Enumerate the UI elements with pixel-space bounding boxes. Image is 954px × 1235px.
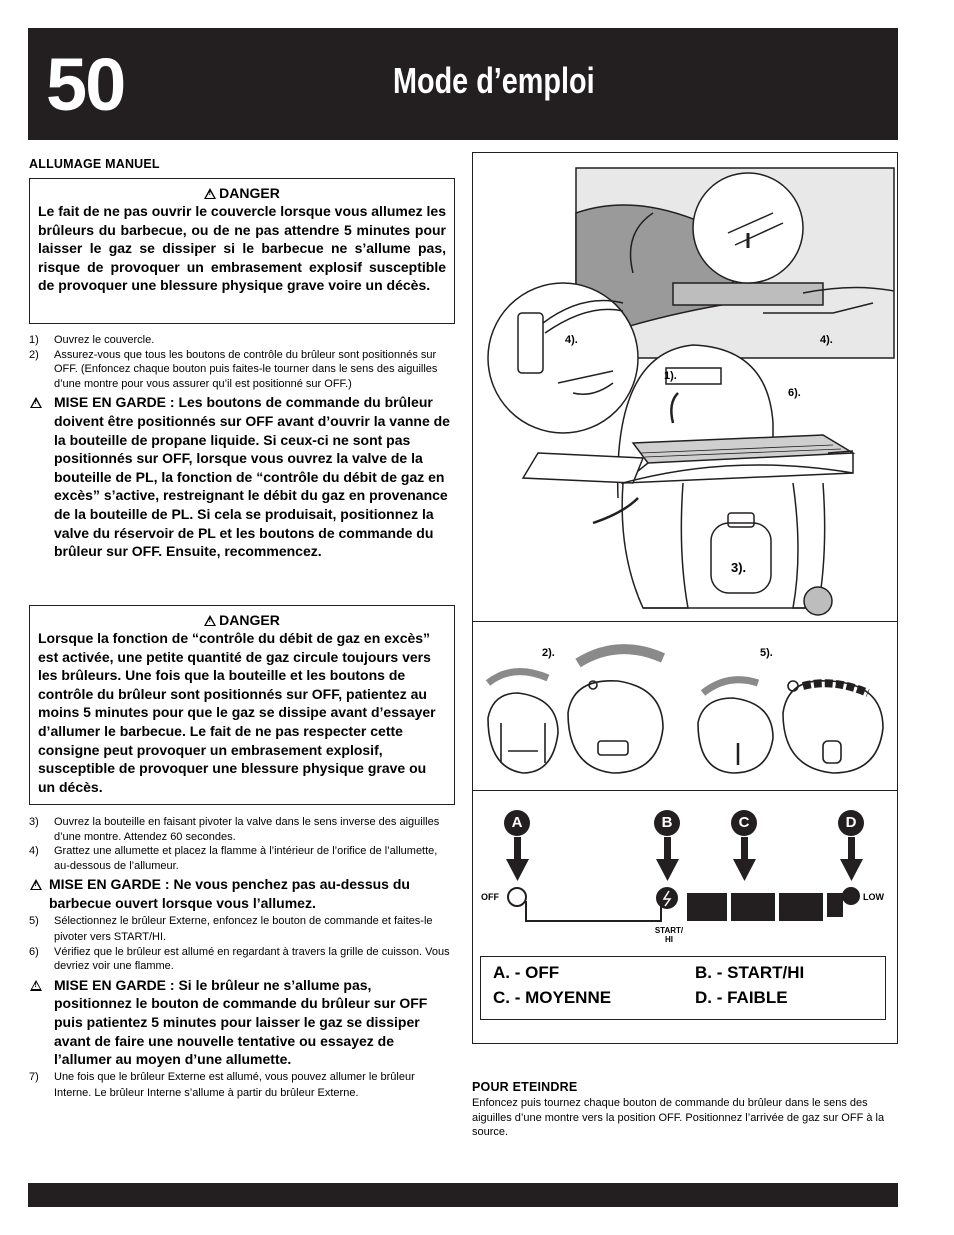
- callout-6: 6).: [788, 387, 801, 399]
- legend-item-d: D. - FAIBLE: [695, 988, 788, 1007]
- danger-text: Le fait de ne pas ouvrir le couvercle lorsque vous allumez les brûleurs du barbecue, ou de ne pas attendre 5 minutes pour laisser le gaz se dissiper si le barbecue ne s’allume pas, risque de provoquer un embrasement explosif susceptible de provoquer une blessure physique grave voire un décès.: [38, 203, 446, 294]
- position-marker-a: A: [504, 810, 530, 836]
- legend-item-c: C. - MOYENNE: [493, 988, 612, 1007]
- warning-note: ! MISE EN GARDE : Les boutons de commande du brûleur doivent être positionnés sur OFF avant d’ouvrir la vanne de la bouteille de propane liquide. Si ceux-ci ne sont pas positionnés sur OFF, lorsque vous ouvrez la valve de la bouteille de PL, la fonction de “contrôle du débit de gaz en excès” s’active, restreignant le débit du gaz en provenance de la bouteille de PL. Si cela se produisait, positionnez la valve du réservoir de PL et les boutons de commande du brûleur sur OFF. Ensuite, recommencez.: [29, 393, 453, 560]
- callout-1: 1).: [664, 370, 677, 382]
- extinguish-text: Enfoncez puis tournez chaque bouton de commande du brûleur dans le sens des aiguilles d’une montre vers la position OFF. Positionnez l’arrivée de gaz sur OFF à la source.: [472, 1097, 885, 1138]
- danger-text: Lorsque la fonction de “contrôle du débit de gaz en excès” est activée, une petite quantité de gaz circule toujours vers les brûleurs. Une fois que la bouteille et les boutons de contrôle du brûleur sont positionnés sur OFF, patientez au moins 5 minutes pour que le gaz se dissipe avant d’essayer d’allumer le barbecue. Le fait de ne pas respecter cette consigne peut provoquer un embrasement explosif, susceptible de provoquer une blessure physique grave ou un décès.: [38, 630, 436, 795]
- callout-4-right: 4).: [820, 334, 833, 346]
- step-item: 6) Vérifiez que le brûleur est allumé en regardant à travers la grille de cuisson. Vous devriez voir une flamme.: [29, 945, 450, 973]
- warning-triangle-icon: [204, 188, 216, 199]
- warning-triangle-icon: [30, 980, 42, 991]
- step-item: 4) Grattez une allumette et placez la flamme à l’intérieur de l’orifice de l’allumette, au-dessous de l’allumeur.: [29, 845, 438, 872]
- low-label: LOW: [863, 892, 884, 902]
- danger-title: DANGER: [219, 612, 280, 628]
- callout-3: 3).: [731, 560, 747, 575]
- position-marker-c: C: [731, 810, 757, 836]
- step-item: 3) Ouvrez la bouteille en faisant pivoter la valve dans le sens inverse des aiguilles d’une montre. Attendez 60 secondes.: [29, 816, 440, 843]
- step-item: 5) Sélectionnez le brûleur Externe, enfoncez le bouton de commande et faites-le pivoter vers START/HI.: [29, 914, 433, 943]
- legend-box: [480, 956, 886, 1020]
- steps-block-1: [29, 333, 453, 561]
- steps-block-2: [29, 815, 453, 1101]
- legend-item-b: B. - START/HI: [695, 963, 805, 982]
- page-header: [28, 28, 898, 140]
- section-heading-manual-lighting: ALLUMAGE MANUEL: [29, 157, 160, 171]
- knobs-illustration: [473, 623, 897, 789]
- warning-triangle-icon: [204, 615, 216, 626]
- warning-note: ! MISE EN GARDE : Si le brûleur ne s’allume pas, positionnez le bouton de commande du brûleur sur OFF puis patientez 5 minutes pour laisser le gaz se dissiper avant de faire une nouvelle tentative ou essayez de l’allumer au moyen d’une allumette.: [29, 976, 453, 1069]
- callout-2: 2).: [542, 647, 555, 659]
- grill-illustration: [473, 153, 897, 620]
- warning-note: ! MISE EN GARDE : Ne vous penchez pas au-dessus du barbecue ouvert lorsque vous l’allumez.: [29, 875, 453, 912]
- page-title: Mode d’emploi: [393, 60, 595, 101]
- position-marker-d: D: [838, 810, 864, 836]
- start-hi-label: START/ HI: [654, 926, 684, 944]
- off-label: OFF: [481, 892, 499, 902]
- warning-triangle-icon: [30, 397, 42, 408]
- callout-4-left: 4).: [565, 334, 578, 346]
- callout-5: 5).: [760, 647, 773, 659]
- position-marker-b: B: [654, 810, 680, 836]
- danger-box-1: [29, 178, 455, 324]
- warning-triangle-icon: [30, 879, 42, 890]
- section-heading-extinguish: POUR ETEINDRE: [472, 1080, 578, 1094]
- page-number: 50: [46, 43, 125, 126]
- danger-box-2: [29, 605, 455, 805]
- legend-item-a: A. - OFF: [493, 963, 560, 982]
- figure-divider: [472, 790, 898, 791]
- danger-title: DANGER: [219, 185, 280, 201]
- step-item: 2) Assurez-vous que tous les boutons de contrôle du brûleur sont positionnés sur OFF. (Enfoncez chaque bouton puis faites-le tourner dans le sens des aiguilles d’une montre pour vous assurer qu’il est positionné sur OFF.): [29, 348, 438, 390]
- footer-bar: [28, 1183, 898, 1207]
- step-item: 1) Ouvrez le couvercle.: [29, 334, 155, 346]
- step-item: 7) Une fois que le brûleur Externe est allumé, vous pouvez allumer le brûleur Interne. Le brûleur Interne s’allume à partir du brûleur Externe.: [29, 1070, 415, 1099]
